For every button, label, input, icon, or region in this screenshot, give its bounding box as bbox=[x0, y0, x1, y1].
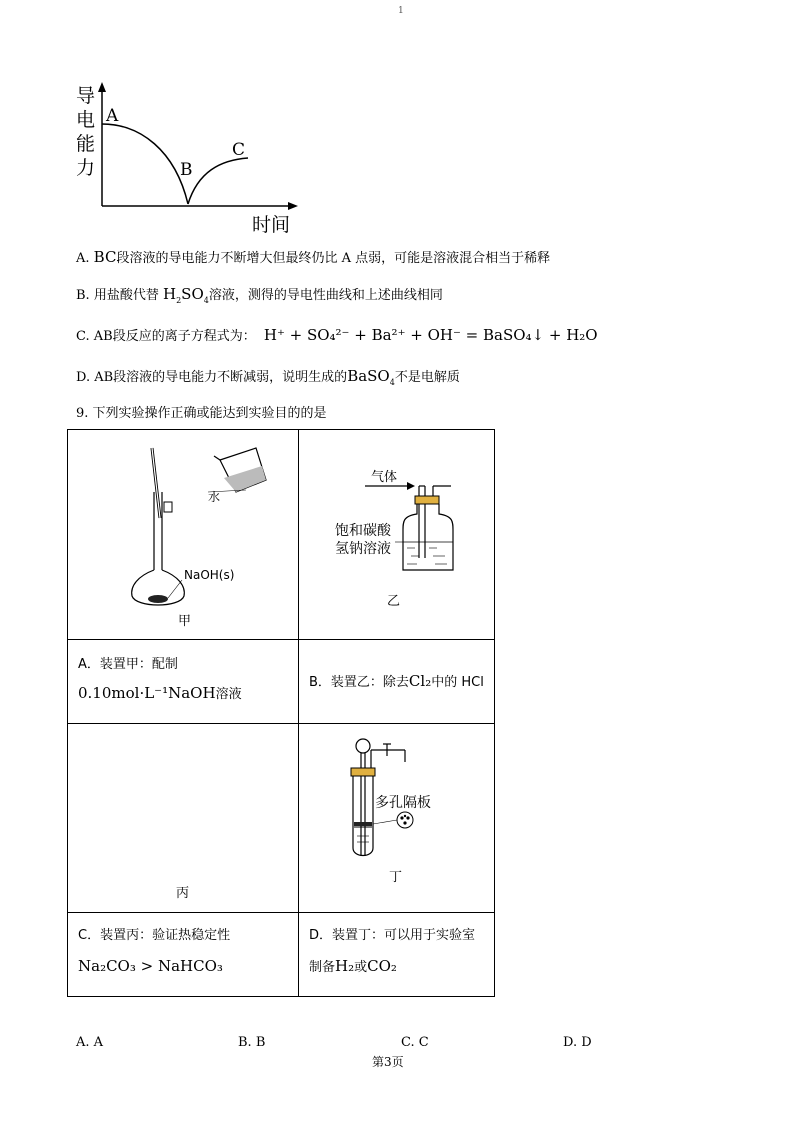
cell-d-line2 bbox=[309, 955, 484, 979]
cell-figure-jia bbox=[68, 430, 299, 640]
option-c-prefix: C. AB bbox=[76, 329, 113, 344]
option-d-text2: 不是电解质 bbox=[394, 370, 460, 385]
caption-jia: 甲 bbox=[178, 614, 192, 629]
option-b bbox=[76, 285, 443, 310]
option-b-prefix: B. bbox=[76, 288, 90, 303]
cell-b-text1: B．装置乙：除去 bbox=[309, 675, 409, 690]
cell-a-line2 bbox=[78, 682, 288, 706]
curve-ab bbox=[102, 124, 188, 204]
cell-option-d bbox=[299, 913, 495, 997]
answer-a: A. A bbox=[76, 1035, 104, 1050]
label-solution-line1: 饱和碳酸 bbox=[335, 523, 391, 539]
figure-ding bbox=[299, 724, 490, 912]
answer-b: B. B bbox=[238, 1035, 266, 1050]
option-d-formula: BaSO$_4$ bbox=[347, 367, 395, 387]
experiment-table bbox=[67, 429, 495, 997]
cell-option-a-text bbox=[68, 640, 298, 716]
cell-option-a bbox=[68, 640, 299, 724]
option-c-text: 段反应的离子方程式为： bbox=[112, 329, 256, 344]
cell-d-or: 或 bbox=[354, 960, 368, 975]
cell-a-formula: 0.10mol·L⁻¹NaOH bbox=[78, 684, 216, 702]
option-a-lead: BC bbox=[93, 248, 117, 266]
cell-b-text2: 中的 HCl bbox=[431, 675, 484, 690]
caption-ding: 丁 bbox=[389, 870, 403, 885]
label-water: 水 bbox=[208, 490, 221, 504]
option-b-formula: $H_2SO_4$ bbox=[162, 285, 209, 305]
figure-jia bbox=[68, 430, 298, 639]
graph-ylabel bbox=[76, 84, 95, 180]
ylabel-char: 力 bbox=[76, 157, 96, 179]
curve-bc bbox=[188, 158, 248, 204]
caption-yi: 乙 bbox=[387, 594, 401, 609]
cell-figure-yi bbox=[299, 430, 495, 640]
point-c-label: C bbox=[232, 140, 246, 160]
cell-figure-bing bbox=[68, 724, 299, 913]
question9-stem: 9. 下列实验操作正确或能达到实验目的的是 bbox=[76, 406, 327, 421]
option-d-text1: 段溶液的导电能力不断减弱，说明生成的 bbox=[113, 370, 348, 385]
point-b-label: B bbox=[180, 160, 193, 180]
figure-yi bbox=[299, 430, 490, 639]
option-b-text1: 用盐酸代替 bbox=[93, 288, 159, 303]
conductivity-graph bbox=[70, 80, 310, 240]
ylabel-char: 导 bbox=[76, 85, 96, 107]
volumetric-flask-svg bbox=[68, 430, 298, 639]
cell-c-line1: C．装置丙：验证热稳定性 bbox=[78, 928, 231, 943]
label-solution-line2: 氢钠溶液 bbox=[335, 541, 391, 557]
option-d-prefix: D. AB bbox=[76, 370, 114, 385]
answer-d: D. D bbox=[563, 1035, 592, 1050]
option-c-equation: H⁺ + SO₄²⁻ + Ba²⁺ + OH⁻ = BaSO₄↓ + H₂O bbox=[263, 326, 598, 344]
graph-xlabel: 时间 bbox=[252, 214, 291, 236]
cell-option-b bbox=[299, 640, 495, 724]
cell-figure-ding bbox=[299, 724, 495, 913]
y-axis-arrow bbox=[98, 82, 106, 92]
caption-bing: 丙 bbox=[176, 886, 190, 901]
cell-option-b-text bbox=[299, 640, 494, 704]
point-a-label: A bbox=[106, 106, 119, 126]
option-a-prefix: A. bbox=[76, 251, 90, 266]
label-naoh: NaOH(s) bbox=[184, 568, 235, 582]
option-c bbox=[76, 326, 598, 346]
cell-b-formula: Cl₂ bbox=[408, 672, 432, 690]
label-gas: 气体 bbox=[371, 470, 398, 485]
cell-a-tail: 溶液 bbox=[215, 687, 242, 702]
cell-d-h2: H₂ bbox=[335, 957, 355, 975]
cell-d-text1: 制备 bbox=[309, 960, 336, 975]
answer-c: C. C bbox=[401, 1035, 429, 1050]
option-a-text: 段溶液的导电能力不断增大但最终仍比 A 点弱，可能是溶液混合相当于稀释 bbox=[116, 251, 551, 266]
x-axis-arrow bbox=[288, 202, 298, 210]
cell-a-line1: A．装置甲：配制 bbox=[78, 657, 178, 672]
page-marker: 1 bbox=[398, 6, 404, 16]
cell-c-line2: Na₂CO₃ > NaHCO₃ bbox=[78, 957, 223, 975]
ylabel-char: 能 bbox=[76, 133, 96, 155]
figure-bing bbox=[68, 724, 298, 912]
page-footer: 第3页 bbox=[372, 1055, 404, 1069]
ylabel-char: 电 bbox=[76, 109, 96, 131]
cell-option-c bbox=[68, 913, 299, 997]
cell-d-line1: D．装置丁：可以用于实验室 bbox=[309, 928, 476, 943]
option-b-text2: 溶液，测得的导电性曲线和上述曲线相同 bbox=[208, 288, 443, 303]
cell-option-c-text bbox=[68, 913, 298, 987]
option-d bbox=[76, 367, 460, 392]
cell-option-d-text bbox=[299, 913, 494, 989]
option-a bbox=[76, 248, 550, 268]
label-porous-plate: 多孔隔板 bbox=[375, 795, 431, 811]
cell-d-co2: CO₂ bbox=[367, 957, 397, 975]
